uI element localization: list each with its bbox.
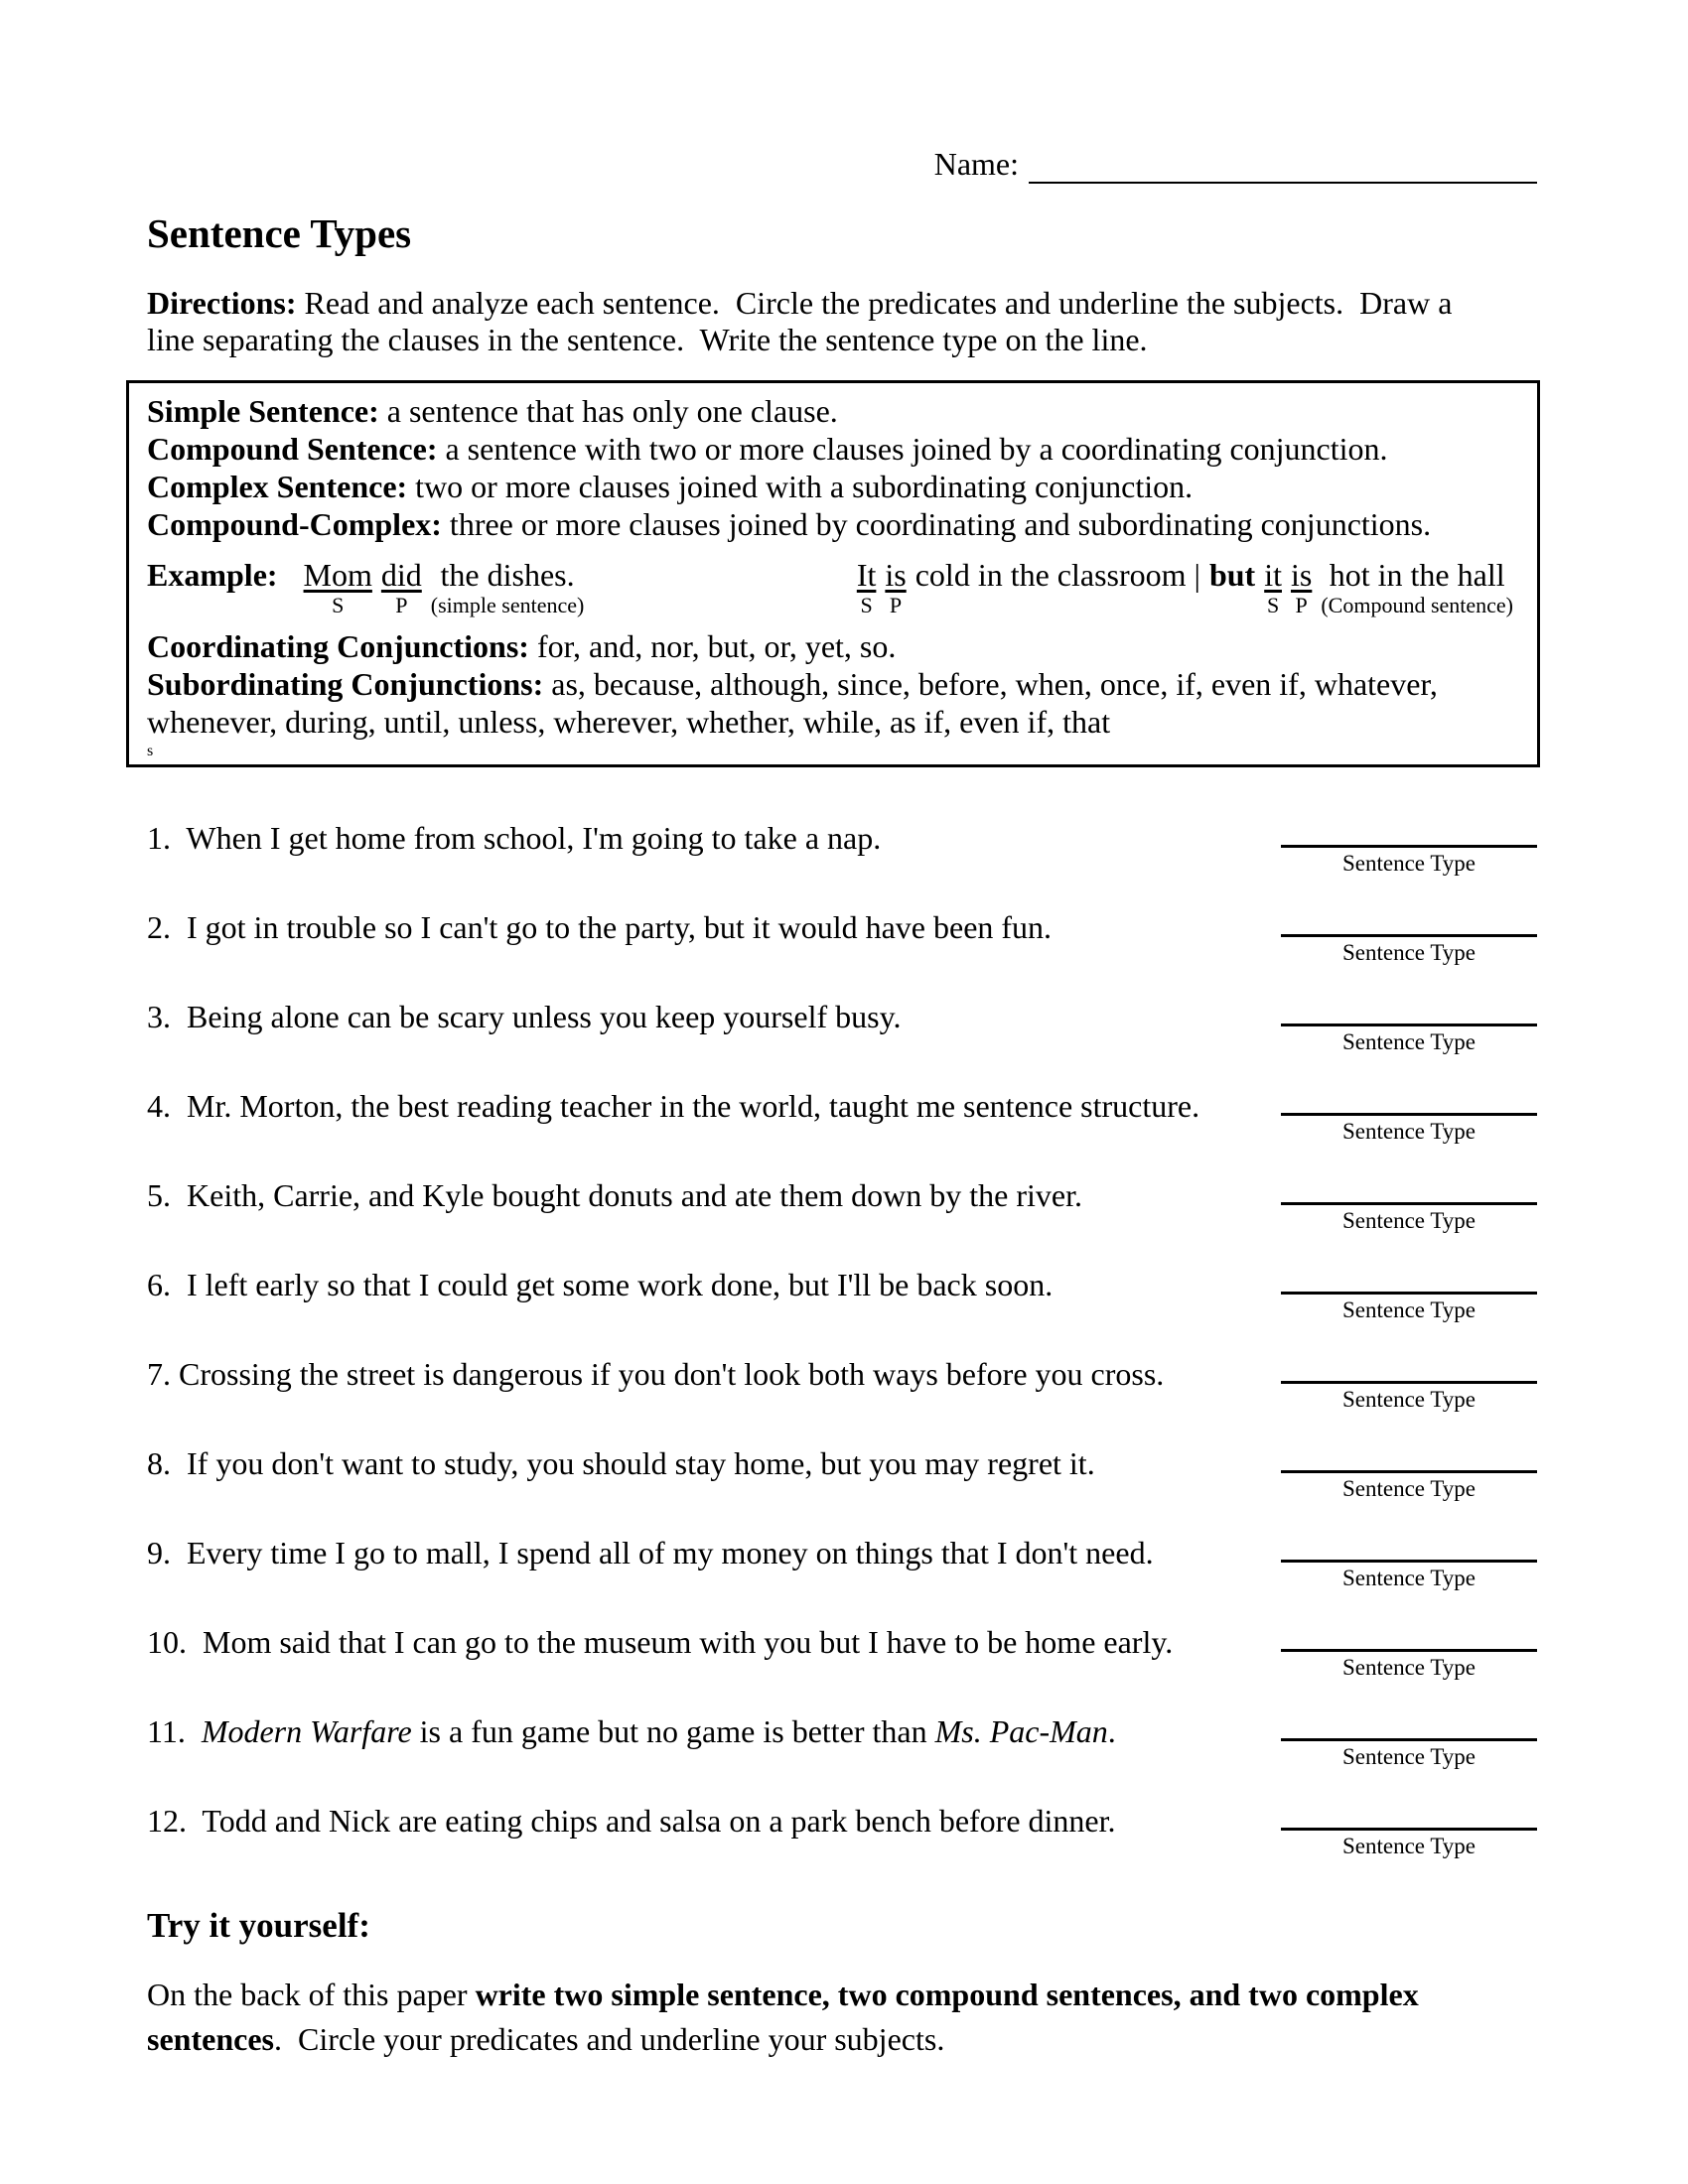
text-segment: sentences (147, 2021, 274, 2057)
question-sentence (147, 1353, 1299, 1395)
text-segment: Directions: (147, 285, 297, 321)
example-word: is (1290, 557, 1313, 593)
conjunction-list: as, because, although, since, before, when, once, if, even if, whatever, (543, 666, 1438, 702)
definition-term: Compound Sentence: (147, 431, 438, 467)
question-row (147, 1353, 1537, 1442)
sentence-type-label: Sentence Type (1341, 1119, 1476, 1144)
conjunction-list: whenever, during, until, unless, wherever, whether, while, as if, even if, that (147, 704, 1111, 740)
page-title: Sentence Types (147, 210, 412, 256)
conjunction-list: for, and, nor, but, or, yet, so. (528, 628, 897, 664)
name-blank-line[interactable] (1029, 146, 1537, 184)
text-segment: 4. Mr. Morton, the best reading teacher in the world, taught me sentence structure. (147, 1088, 1200, 1124)
example-token (885, 556, 906, 617)
question-sentence (147, 1442, 1299, 1484)
example-row (147, 556, 1519, 617)
sentence-type-label: Sentence Type (1341, 1566, 1476, 1590)
text-segment: 6. I left early so that I could get some work done, but I'll be back soon. (147, 1267, 1054, 1302)
definition-desc: a sentence that has only one clause. (378, 393, 838, 429)
definition-line (147, 430, 1519, 468)
definition-line (147, 392, 1519, 430)
text-segment: write two simple sentence, two compound sentences, and two complex (475, 1977, 1419, 2012)
definition-desc: three or more clauses joined by coordinating and subordinating conjunctions. (441, 506, 1432, 542)
sentence-type-label: Sentence Type (1341, 1208, 1476, 1233)
conjunction-line (147, 627, 1519, 665)
question-sentence (147, 906, 1299, 948)
definition-term: Simple Sentence: (147, 393, 379, 429)
text-segment: Modern Warfare (201, 1713, 412, 1749)
text-segment: On the back of this paper (147, 1977, 476, 2012)
try-it-section (147, 1905, 1537, 2062)
answer-area[interactable] (1281, 1292, 1537, 1323)
question-row (147, 1800, 1537, 1889)
text-segment: 5. Keith, Carrie, and Kyle bought donuts and ate them down by the river. (147, 1177, 1083, 1213)
conjunction-term: Coordinating Conjunctions: (147, 628, 529, 664)
text-segment: is a fun game but no game is better than (411, 1713, 935, 1749)
example-type-note: (simple sentence) (430, 593, 585, 617)
sentence-type-label: Sentence Type (1341, 1476, 1476, 1501)
example-word: It (856, 557, 877, 593)
sentence-type-label: Sentence Type (1341, 1297, 1476, 1322)
answer-area[interactable] (1281, 1738, 1537, 1770)
answer-area[interactable] (1281, 1113, 1537, 1145)
name-label: Name: (933, 146, 1019, 182)
answer-area[interactable] (1281, 1381, 1537, 1413)
subject-predicate-label: P (889, 593, 903, 617)
text-segment: 10. Mom said that I can go to the museum with you but I have to be home early. (147, 1624, 1174, 1660)
conjunction-line (147, 703, 1519, 741)
question-row (147, 996, 1537, 1085)
text-segment: . (1107, 1713, 1116, 1749)
example-token (915, 556, 1200, 594)
question-row (147, 1442, 1537, 1532)
conjunction-term: Subordinating Conjunctions: (147, 666, 544, 702)
answer-area[interactable] (1281, 1024, 1537, 1055)
question-sentence (147, 1085, 1299, 1127)
text-segment: line separating the clauses in the sentence. Write the sentence type on the line. (147, 322, 1148, 357)
definition-desc: a sentence with two or more clauses joined by a coordinating conjunction. (437, 431, 1388, 467)
example-token (1209, 556, 1255, 594)
example-token (431, 556, 585, 617)
text-line (147, 322, 1537, 358)
answer-area[interactable] (1281, 1470, 1537, 1502)
subject-predicate-label: P (1295, 593, 1308, 617)
example-compound-sentence (857, 556, 1513, 617)
subject-predicate-label: P (395, 593, 408, 617)
question-sentence (147, 1800, 1299, 1842)
example-token (381, 556, 422, 617)
text-segment: 3. Being alone can be scary unless you keep yourself busy. (147, 999, 902, 1034)
directions (147, 285, 1537, 358)
question-row (147, 1174, 1537, 1264)
question-row (147, 1264, 1537, 1353)
text-segment: 7. Crossing the street is dangerous if you don't look both ways before you cross. (147, 1356, 1165, 1392)
question-sentence (147, 1621, 1299, 1663)
example-token (1291, 556, 1312, 617)
answer-area[interactable] (1281, 1828, 1537, 1859)
definition-term: Complex Sentence: (147, 469, 408, 504)
question-row (147, 1621, 1537, 1710)
subject-predicate-label: S (1266, 593, 1280, 617)
definition-term: Compound-Complex: (147, 506, 442, 542)
question-sentence (147, 996, 1299, 1037)
example-word: it (1264, 557, 1282, 593)
question-row (147, 906, 1537, 996)
definition-line (147, 505, 1519, 543)
text-segment: 9. Every time I go to mall, I spend all of my money on things that I don't need. (147, 1535, 1154, 1570)
text-segment: Ms. Pac-Man (934, 1713, 1108, 1749)
subject-predicate-label: S (860, 593, 873, 617)
answer-area[interactable] (1281, 1202, 1537, 1234)
example-token (304, 556, 372, 617)
try-it-heading: Try it yourself: (147, 1906, 370, 1945)
text-line (147, 1973, 1537, 2017)
sentence-type-label: Sentence Type (1341, 1744, 1476, 1769)
answer-area[interactable] (1281, 934, 1537, 966)
example-word: hot in the hall (1329, 557, 1505, 593)
question-sentence (147, 1710, 1299, 1752)
example-token (857, 556, 877, 617)
example-simple-sentence (304, 556, 585, 617)
question-sentence (147, 1532, 1299, 1573)
question-sentence (147, 817, 1299, 859)
sentence-type-label: Sentence Type (1341, 1387, 1476, 1412)
sentence-type-label: Sentence Type (1341, 851, 1476, 876)
sentence-type-label: Sentence Type (1341, 940, 1476, 965)
example-token (1264, 556, 1282, 617)
example-word: the dishes. (440, 557, 575, 593)
question-row (147, 817, 1537, 906)
example-word: but (1208, 557, 1256, 593)
definition-box (126, 380, 1540, 767)
question-sentence (147, 1174, 1299, 1216)
question-row (147, 1085, 1537, 1174)
text-segment: 8. If you don't want to study, you should stay home, but you may regret it. (147, 1445, 1095, 1481)
text-line (147, 2017, 1537, 2062)
sentence-type-label: Sentence Type (1341, 1834, 1476, 1858)
conjunction-lists (147, 627, 1519, 741)
text-line (147, 285, 1537, 322)
answer-area[interactable] (1281, 1649, 1537, 1681)
text-segment: 12. Todd and Nick are eating chips and salsa on a park bench before dinner. (147, 1803, 1116, 1839)
box-footnote: s (147, 743, 154, 759)
example-type-note: (Compound sentence) (1321, 593, 1513, 617)
definition-line (147, 468, 1519, 505)
text-segment: 11. (147, 1713, 202, 1749)
question-sentence (147, 1264, 1299, 1305)
example-word: did (380, 557, 422, 593)
example-word: cold in the classroom | (914, 557, 1200, 593)
sentence-type-label: Sentence Type (1341, 1655, 1476, 1680)
name-row (147, 142, 1537, 184)
definitions (147, 392, 1519, 543)
question-list (147, 817, 1537, 1889)
text-segment: Read and analyze each sentence. Circle the predicates and underline the subjects. Draw a (296, 285, 1453, 321)
example-word: is (885, 557, 907, 593)
answer-area[interactable] (1281, 1560, 1537, 1591)
answer-area[interactable] (1281, 845, 1537, 877)
example-word: Mom (303, 557, 372, 593)
subject-predicate-label: S (332, 593, 345, 617)
question-row (147, 1710, 1537, 1800)
sentence-type-label: Sentence Type (1341, 1029, 1476, 1054)
try-it-paragraph (147, 1973, 1537, 2062)
text-segment: . Circle your predicates and underline your subjects. (273, 2021, 945, 2057)
text-segment: 1. When I get home from school, I'm going to take a nap. (147, 820, 882, 856)
definition-desc: two or more clauses joined with a subordinating conjunction. (407, 469, 1194, 504)
example-token (1321, 556, 1513, 617)
question-row (147, 1532, 1537, 1621)
text-segment: 2. I got in trouble so I can't go to the party, but it would have been fun. (147, 909, 1053, 945)
example-label: Example: (147, 557, 278, 593)
conjunction-line (147, 665, 1519, 703)
